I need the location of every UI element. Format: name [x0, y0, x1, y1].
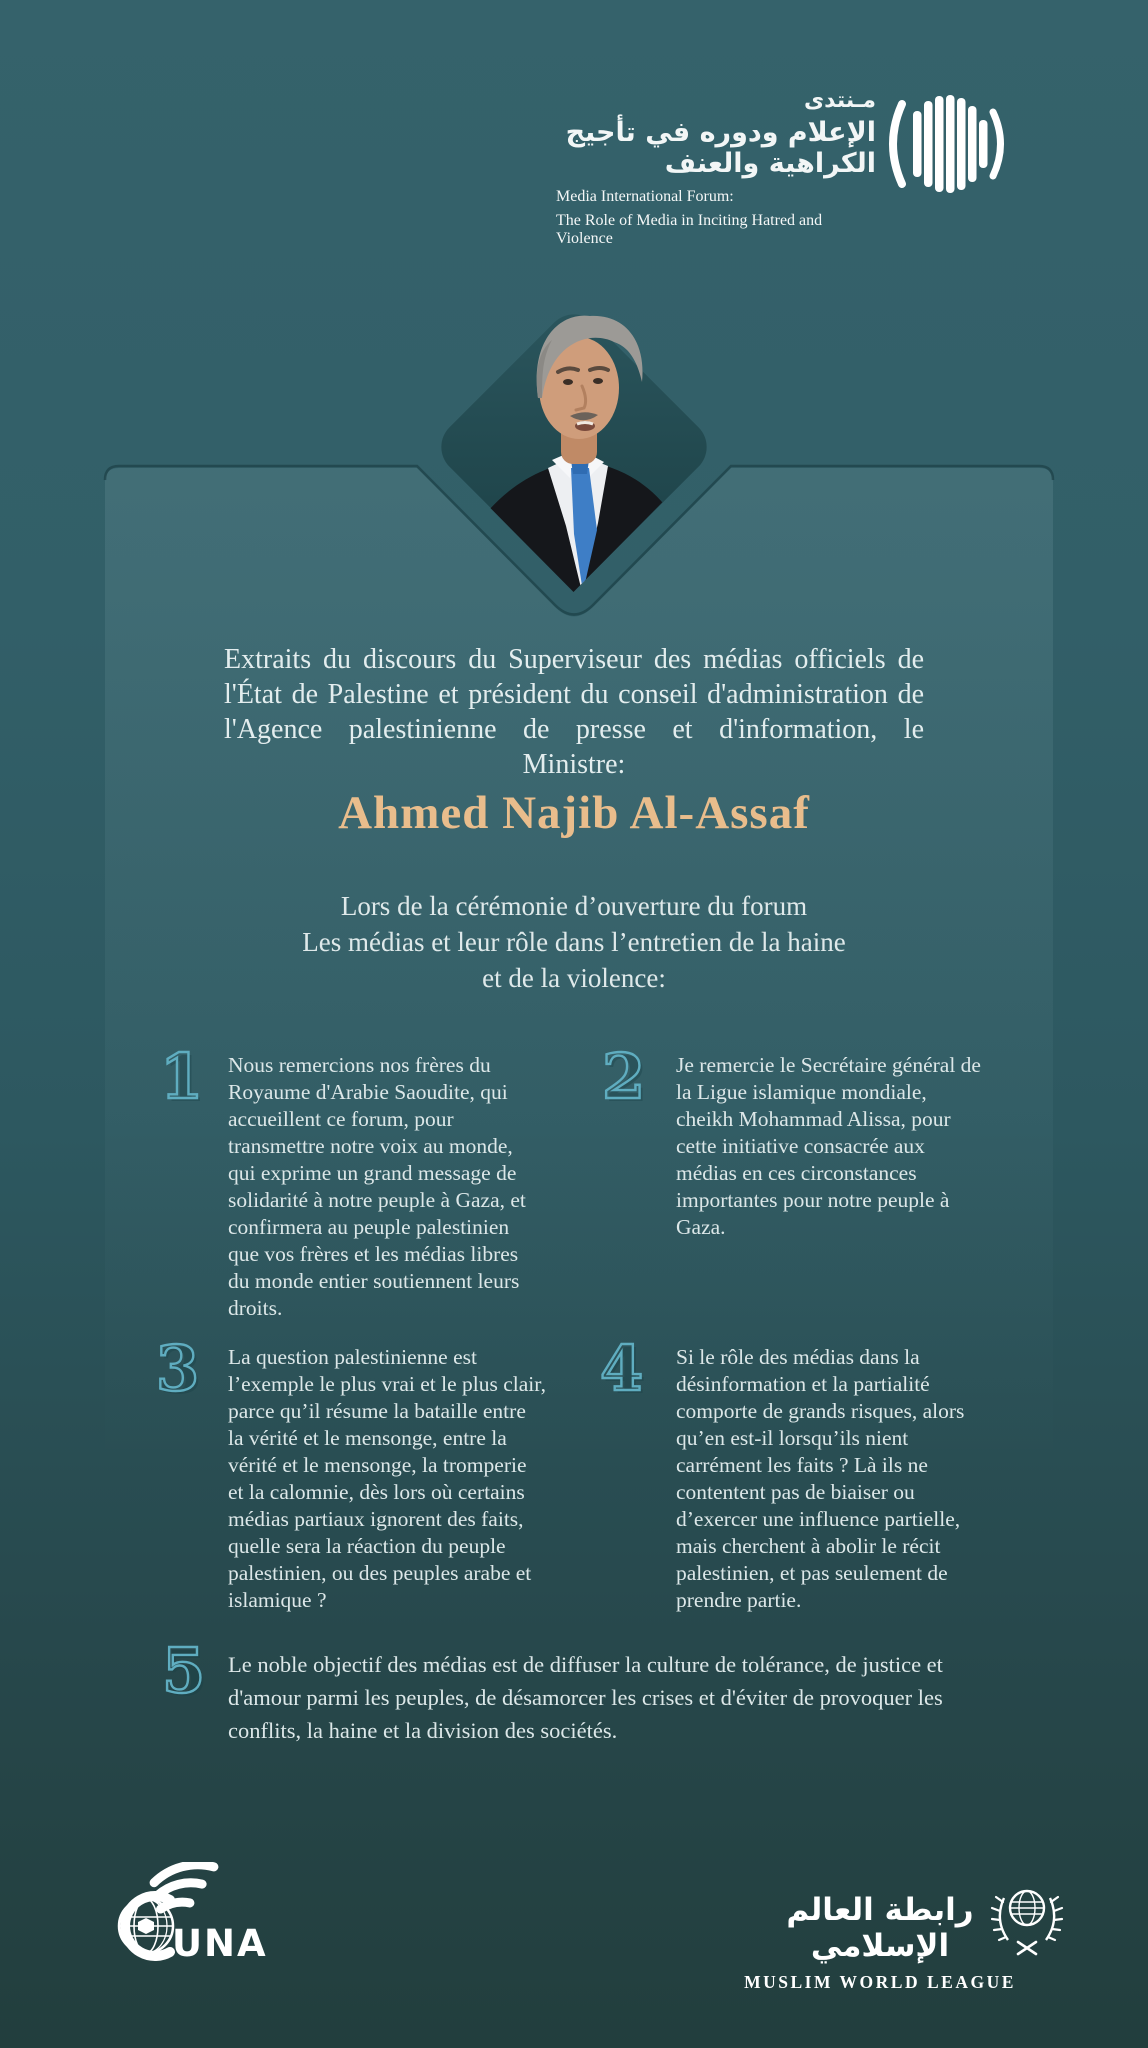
event-subtitle — [124, 888, 1024, 996]
mwl-english-title: MUSLIM WORLD LEAGUE — [744, 1972, 1016, 1992]
point-2-text: Je remercie le Secrétaire général de la Ligue islamique mondiale, cheikh Mohammad Alissa, pour cette initiative consacrée aux médias en ces circonstances importantes pour notre peuple à Gaza. — [676, 1053, 981, 1239]
mwl-arabic-title: رابطة العالم الإسلامي — [786, 1892, 974, 1964]
speaker-name — [0, 786, 1148, 840]
forum-arabic-title: الإعلام ودوره في تأجيج الكراهية والعنف — [565, 117, 876, 179]
una-label: UNA — [172, 1922, 268, 1965]
forum-arabic-word: مـنتدى — [804, 88, 876, 113]
point-3-number: 3 — [156, 1332, 200, 1405]
point-5-text: Le noble objectif des médias est de diffuser la culture de tolérance, de justice et d'amour parmi les peuples, de désamorcer les crises et d'éviter de provoquer les conflits, la haine et la division des sociétés. — [228, 1652, 943, 1743]
point-1-text: Nous remercions nos frères du Royaume d'Arabie Saoudite, qui accueillent ce forum, pour transmettre notre voix au monde, qui exprime un grand message de solidarité à notre peuple à Gaza, et confirmera au peuple palestinien que vos frères et les médias libres du monde entier soutiennent leurs droits. — [228, 1053, 526, 1320]
event-subtitle-line3: et de la violence: — [482, 963, 666, 993]
forum-english-subtitle: The Role of Media in Inciting Hatred and Violence — [556, 212, 823, 247]
point-4-text: Si le rôle des médias dans la désinformation et la partialité comporte de grands risques, alors qu’en est-il lorsqu’ils nient carrément les faits ? Là ils ne contentent pas de biaiser ou d’exercer une influence partielle, mais cherchent à abolir le récit palestinien, et pas seulement de prendre partie. — [676, 1345, 965, 1612]
point-4-number: 4 — [600, 1332, 644, 1405]
point-2-number: 2 — [602, 1040, 646, 1113]
speaker-intro: Extraits du discours du Superviseur des médias officiels de l'État de Palestine et président du conseil d'administration de l'Agence palestinienne de presse et d'information, le Ministre: — [224, 644, 924, 780]
event-subtitle-line2: Les médias et leur rôle dans l’entretien de la haine — [302, 927, 846, 957]
speaker-name-text: Ahmed Najib Al-Assaf — [338, 787, 810, 839]
forum-english-title: Media International Forum: — [556, 188, 734, 205]
forum-logo-icon — [872, 82, 1017, 207]
mwl-emblem-icon — [988, 1880, 1066, 1962]
event-subtitle-line1: Lors de la cérémonie d’ouverture du forum — [340, 891, 808, 921]
point-1-number: 1 — [160, 1040, 204, 1113]
point-3-text: La question palestinienne est l’exemple le plus vrai et le plus clair, parce qu’il résume la bataille entre la vérité et le mensonge, entre la vérité et le mensonge, la tromperie et la calomnie, dès lors où certains médias partiaux ignorent des faits, quelle sera la réaction du peuple palestinien, ou des peuples arabe et islamique ? — [228, 1345, 546, 1612]
forum-title-block — [556, 88, 876, 248]
mwl-logo-text — [740, 1892, 1020, 1993]
point-5-number: 5 — [162, 1634, 206, 1707]
